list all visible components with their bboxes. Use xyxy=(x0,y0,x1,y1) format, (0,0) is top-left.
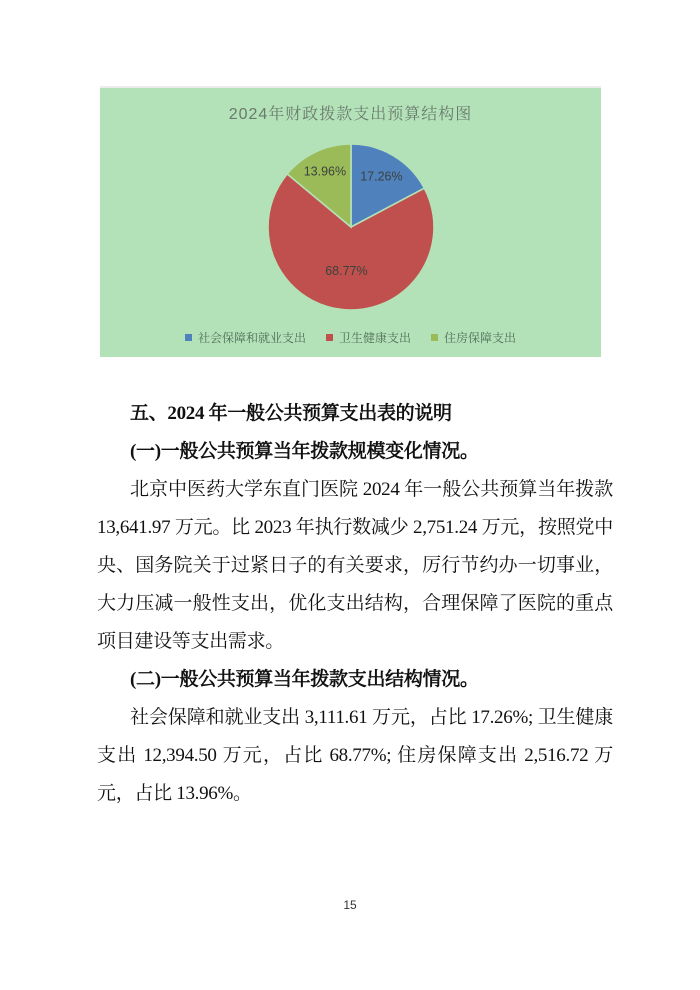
paragraph-expenditure-structure: 社会保障和就业支出 3,111.61 万元，占比 17.26%; 卫生健康支出 12,394.50 万元，占比 68.77%; 住房保障支出 2,516.72 万元，占比 13.96%。 xyxy=(97,707,613,804)
pie-slice-label: 68.77% xyxy=(325,263,368,278)
legend-item-housing xyxy=(431,329,516,346)
chart-legend xyxy=(100,329,601,346)
pie-slice-label: 13.96% xyxy=(303,164,347,179)
legend-item-social-security xyxy=(185,329,306,346)
pie-chart xyxy=(100,88,601,359)
legend-label: 住房保障支出 xyxy=(444,331,517,345)
legend-label: 社会保障和就业支出 xyxy=(197,331,306,345)
subsection-1-heading: (一)一般公共预算当年拨款规模变化情况。 xyxy=(130,441,479,462)
legend-item-health xyxy=(326,329,411,346)
subsection-2-heading: (二)一般公共预算当年拨款支出结构情况。 xyxy=(130,669,479,690)
legend-swatch-red xyxy=(326,334,333,341)
fiscal-allocation-pie-chart-panel xyxy=(100,86,601,357)
document-text xyxy=(97,395,613,813)
pie-slice-label: 17.26% xyxy=(360,169,403,184)
legend-swatch-blue xyxy=(185,334,192,341)
legend-label: 卫生健康支出 xyxy=(338,331,411,345)
legend-swatch-olive xyxy=(431,334,438,341)
page-number: 15 xyxy=(343,898,357,912)
paragraph-allocation-scale: 北京中医药大学东直门医院 2024 年一般公共预算当年拨款 13,641.97 万元。比 2023 年执行数减少 2,751.24 万元，按照党中央、国务院关于过紧日子的有关要求，厉行节约办一切事业，大力压减一般性支出，优化支出结构，合理保障了医院的重点项目建设等支出需求。 xyxy=(97,479,613,652)
chart-title: 2024年财政拨款支出预算结构图 xyxy=(228,106,473,123)
section-heading: 五、2024 年一般公共预算支出表的说明 xyxy=(130,403,452,424)
